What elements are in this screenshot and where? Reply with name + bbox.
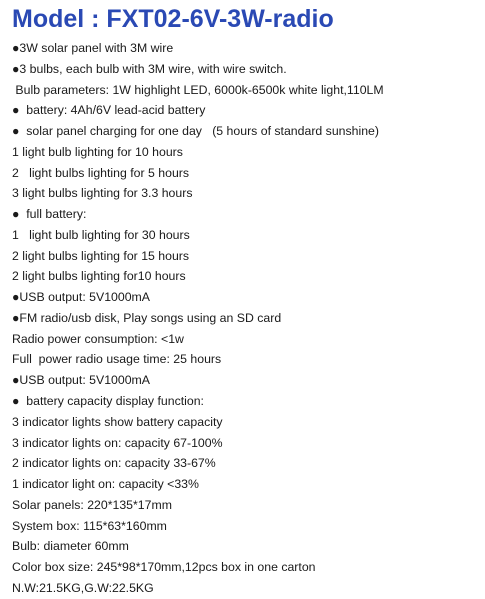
spec-line: Full power radio usage time: 25 hours: [12, 352, 222, 367]
spec-line: 3 light bulbs lighting for 3.3 hours: [12, 186, 193, 201]
spec-line: Solar panels: 220*135*17mm: [12, 497, 172, 512]
page-title: Model : FXT02-6V-3W-radio: [12, 5, 334, 33]
spec-line: N.W:21.5KG,G.W:22.5KG: [12, 580, 154, 595]
spec-line: ● solar panel charging for one day (5 hours of standard sunshine): [12, 124, 379, 139]
spec-line: ●FM radio/usb disk, Play songs using an SD card: [12, 310, 282, 325]
spec-line: ● battery capacity display function:: [12, 394, 204, 409]
spec-line: System box: 115*63*160mm: [12, 518, 167, 533]
spec-line: 2 light bulbs lighting for 15 hours: [12, 248, 190, 263]
spec-line: ●USB output: 5V1000mA: [12, 373, 150, 388]
spec-list: [12, 38, 482, 599]
spec-line: ●3 bulbs, each bulb with 3M wire, with wire switch.: [12, 61, 287, 76]
spec-line: 3 indicator lights on: capacity 67-100%: [12, 435, 223, 450]
spec-line: 2 light bulbs lighting for 5 hours: [12, 165, 190, 180]
spec-line: ● full battery:: [12, 207, 87, 222]
spec-line: Color box size: 245*98*170mm,12pcs box in one carton: [12, 560, 316, 575]
spec-line: Bulb: diameter 60mm: [12, 539, 129, 554]
spec-line: 3 indicator lights show battery capacity: [12, 414, 223, 429]
spec-line: ● battery: 4Ah/6V lead-acid battery: [12, 103, 206, 118]
spec-line: Bulb parameters: 1W highlight LED, 6000k-6500k white light,110LM: [12, 82, 384, 97]
spec-line: ●USB output: 5V1000mA: [12, 290, 150, 305]
spec-line: 1 light bulb lighting for 30 hours: [12, 227, 190, 242]
spec-line: ●3W solar panel with 3M wire: [12, 41, 174, 55]
spec-line: Radio power consumption: <1w: [12, 331, 184, 346]
spec-line: 1 light bulb lighting for 10 hours: [12, 144, 183, 159]
spec-line: 2 light bulbs lighting for10 hours: [12, 269, 186, 284]
spec-line: 1 indicator light on: capacity <33%: [12, 477, 199, 492]
spec-line: 2 indicator lights on: capacity 33-67%: [12, 456, 216, 471]
